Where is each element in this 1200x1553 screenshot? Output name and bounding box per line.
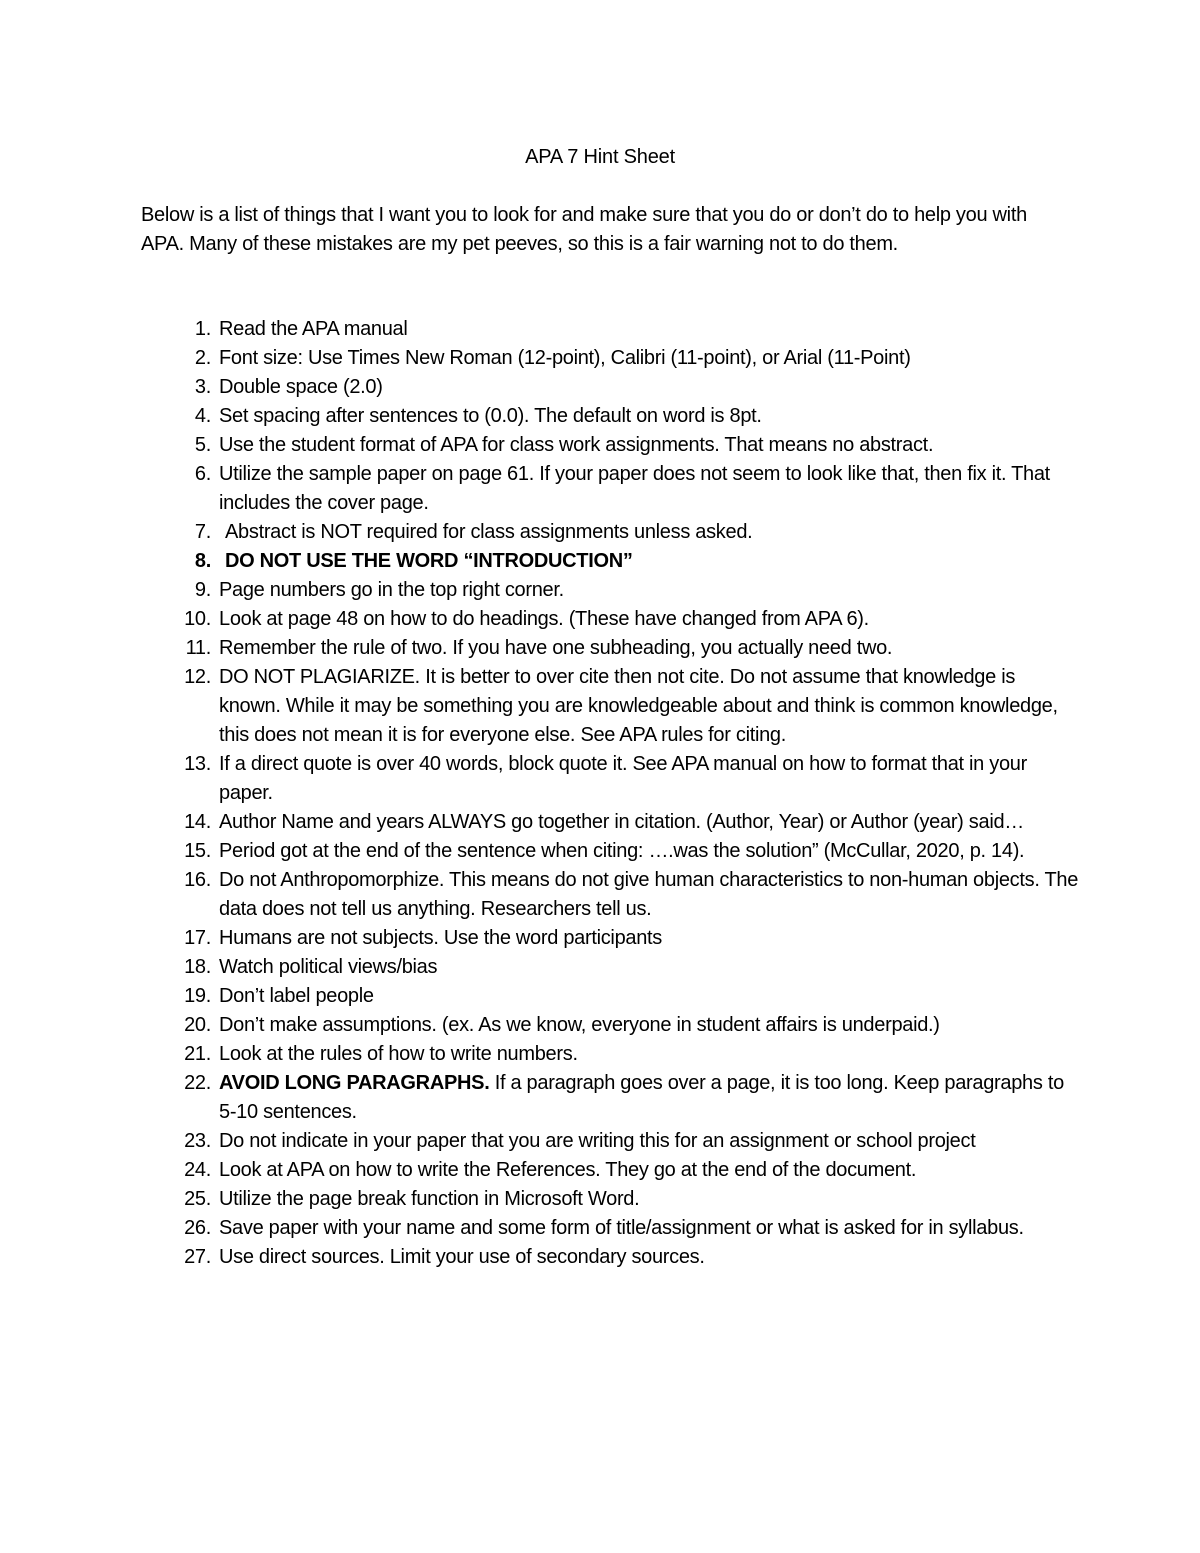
list-item-text: Look at the rules of how to write numbers. <box>219 1043 578 1065</box>
list-item <box>141 982 1081 1011</box>
list-item-number: 11. <box>185 637 211 659</box>
list-item-text: Humans are not subjects. Use the word participants <box>219 927 662 949</box>
list-item-number: 25. <box>184 1188 211 1210</box>
list-item <box>141 315 1081 344</box>
list-item-number: 19. <box>184 985 211 1007</box>
list-item <box>141 808 1081 837</box>
list-item-text: Author Name and years ALWAYS go together in citation. (Author, Year) or Author (year) said… <box>219 811 1024 833</box>
list-item-text: Look at APA on how to write the References. They go at the end of the document. <box>219 1159 917 1181</box>
list-item-number: 5. <box>194 434 211 456</box>
list-item-text: Remember the rule of two. If you have one subheading, you actually need two. <box>219 637 893 659</box>
list-item-number: 17. <box>184 927 211 949</box>
list-item-number: 13. <box>184 753 211 775</box>
list-item-number: 9. <box>194 579 211 601</box>
list-item-text: Use direct sources. Limit your use of secondary sources. <box>219 1246 705 1268</box>
list-item <box>141 1011 1081 1040</box>
list-item <box>141 1214 1081 1243</box>
list-item-number: 1. <box>194 318 211 340</box>
list-item <box>141 953 1081 982</box>
list-item <box>141 866 1081 924</box>
list-item-text: Do not Anthropomorphize. This means do not give human characteristics to non-human objects. The data does not tell us anything. Researchers tell us. <box>219 869 1079 920</box>
list-item-text: Watch political views/bias <box>219 956 438 978</box>
intro-paragraph: Below is a list of things that I want you to look for and make sure that you do or don’t do to help you with APA. Many of these mistakes are my pet peeves, so this is a fair warning not to do them. <box>141 204 1027 255</box>
list-item <box>141 1243 1081 1272</box>
list-item-rest-text: If a paragraph goes over a page, it is too long. Keep paragraphs to 5-10 sentences. <box>219 1072 1064 1123</box>
list-item <box>141 402 1081 431</box>
list-item-number: 18. <box>184 956 211 978</box>
list-item-number: 2. <box>194 347 211 369</box>
list-item-number: 14. <box>184 811 211 833</box>
list-item-text: Font size: Use Times New Roman (12-point), Calibri (11-point), or Arial (11-Point) <box>219 347 911 369</box>
hint-list <box>141 315 1081 1272</box>
list-item-text: Look at page 48 on how to do headings. (These have changed from APA 6). <box>219 608 869 630</box>
list-item <box>141 634 1081 663</box>
list-item <box>141 547 1081 576</box>
list-item-number: 23. <box>184 1130 211 1152</box>
list-item-number: 3. <box>194 376 211 398</box>
list-item-text: Double space (2.0) <box>219 376 383 398</box>
list-item-text: Page numbers go in the top right corner. <box>219 579 564 601</box>
list-item-number: 20. <box>184 1014 211 1036</box>
list-item <box>141 605 1081 634</box>
list-item-number: 8. <box>194 550 211 572</box>
list-item-text: Set spacing after sentences to (0.0). The default on word is 8pt. <box>219 405 762 427</box>
list-item-text: Period got at the end of the sentence when citing: ….was the solution” (McCullar, 2020, p. 14). <box>219 840 1025 862</box>
list-item <box>141 373 1081 402</box>
list-item <box>141 344 1081 373</box>
list-item-text: Don’t make assumptions. (ex. As we know, everyone in student affairs is underpaid.) <box>219 1014 940 1036</box>
list-item-text: Use the student format of APA for class work assignments. That means no abstract. <box>219 434 934 456</box>
list-item <box>141 1040 1081 1069</box>
list-item <box>141 460 1081 518</box>
list-item-number: 26. <box>184 1217 211 1239</box>
list-item <box>141 837 1081 866</box>
list-item <box>141 1156 1081 1185</box>
list-item-text: DO NOT USE THE WORD “INTRODUCTION” <box>225 550 633 572</box>
list-item-number: 16. <box>184 869 211 891</box>
list-item-text: DO NOT PLAGIARIZE. It is better to over cite then not cite. Do not assume that knowledge is known. While it may be something you are knowledgeable about and think is common knowledge, this does not mean it is for everyone else. See APA rules for citing. <box>219 666 1058 746</box>
list-item <box>141 1127 1081 1156</box>
list-item-number: 15. <box>184 840 211 862</box>
list-item-number: 6. <box>194 463 211 485</box>
list-item-text: Save paper with your name and some form of title/assignment or what is asked for in syllabus. <box>219 1217 1024 1239</box>
page-title: APA 7 Hint Sheet <box>525 146 675 168</box>
list-item-text: Do not indicate in your paper that you are writing this for an assignment or school project <box>219 1130 976 1152</box>
list-item-number: 10. <box>184 608 211 630</box>
list-item-text: If a direct quote is over 40 words, block quote it. See APA manual on how to format that in your paper. <box>219 753 1027 804</box>
list-item-text <box>211 1069 1081 1127</box>
list-item-text: Abstract is NOT required for class assignments unless asked. <box>225 521 753 543</box>
list-item-number: 24. <box>184 1159 211 1181</box>
list-item-text: Read the APA manual <box>219 318 408 340</box>
list-item <box>141 1069 1081 1127</box>
list-item <box>141 518 1081 547</box>
list-item-text: Utilize the sample paper on page 61. If your paper does not seem to look like that, then fix it. That includes the cover page. <box>219 463 1050 514</box>
list-item-number: 21. <box>184 1043 211 1065</box>
list-item <box>141 663 1081 750</box>
list-item-number: 27. <box>184 1246 211 1268</box>
list-item-number: 7. <box>194 521 211 543</box>
list-item <box>141 924 1081 953</box>
list-item-number: 4. <box>194 405 211 427</box>
list-item <box>141 576 1081 605</box>
list-item-text: Utilize the page break function in Microsoft Word. <box>219 1188 640 1210</box>
list-item <box>141 750 1081 808</box>
list-item-number: 22. <box>184 1072 211 1094</box>
list-item <box>141 431 1081 460</box>
list-item-bold-text: AVOID LONG PARAGRAPHS. <box>219 1072 490 1094</box>
list-item-text: Don’t label people <box>219 985 374 1007</box>
list-item <box>141 1185 1081 1214</box>
list-item-number: 12. <box>184 666 211 688</box>
